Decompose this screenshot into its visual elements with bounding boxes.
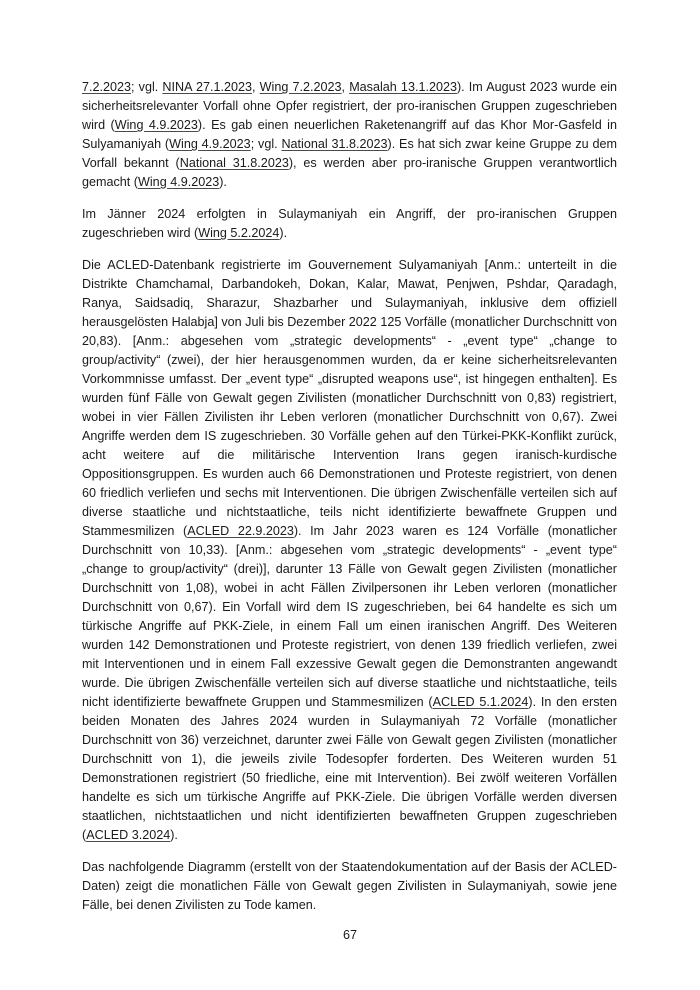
paragraph-text: ). Im Jahr 2023 waren es 124 Vorfälle (monatlicher Durchschnitt von 10,33). [Anm.: abgesehen vom „strategic developments“ - „event type“ „change to group/activity“ (drei)], darunter 13 Fälle von Gewalt gegen Zivilisten (monatlicher Durchschnitt von 1,08), wobei in acht Fällen Zivilpersonen ihr Leben verloren (monatlicher Durchschnitt von 0,67). Ein Vorfall wird dem IS zugeschrieben, bei 64 handelte es sich um türkische Angriffe auf PKK-Ziele, in einem Fall um einen iranischen Angriff. Des Weiteren wurden 142 Demonstrationen und Proteste registriert, von denen 139 friedlich verliefen, zwei mit Interventionen und in einem Fall exzessive Gewalt gegen die Demonstranten angewandt wurde. Die übrigen Zwischenfälle verteilen sich auf diverse staatliche und nichtstaatliche, teils nicht identifizierte bewaffnete Gruppen und Stammesmilizen ( [82,524,617,709]
page-number: 67 [342,928,357,942]
paragraph-text: , [252,80,260,94]
paragraph-text: ). [279,226,288,240]
paragraph-text: ; vgl. [250,137,282,151]
source-citation-link[interactable]: Wing 5.2.2024 [198,226,280,240]
source-citation-link[interactable]: ACLED 3.2024 [86,828,171,842]
paragraph-text: ). Es hat sich zwar keine Gruppe zu dem Vorfall bekannt ( [82,137,617,170]
paragraph-text: ). [170,828,178,842]
source-citation-link[interactable]: ACLED 22.9.2023 [187,524,294,538]
paragraph [82,78,617,192]
source-citation-link[interactable]: Wing 7.2.2023 [259,80,342,94]
paragraph [82,256,617,845]
source-citation-link[interactable]: NINA 27.1.2023 [162,80,252,94]
paragraph-text: ). Es gab einen neuerlichen Raketenangriff auf das Khor Mor-Gasfeld in Sulyamaniyah ( [82,118,617,151]
paragraph-text: ), es werden aber pro-iranische Gruppen verantwortlich gemacht ( [82,156,617,189]
paragraph [82,205,617,243]
paragraph-text: ). Im August 2023 wurde ein sicherheitsrelevanter Vorfall ohne Opfer registriert, der pro-iranischen Gruppen zugeschrieben wird ( [82,80,618,132]
paragraph-text: ). In den ersten beiden Monaten des Jahres 2024 wurden in Sulaymaniyah 72 Vorfälle (monatlicher Durchschnitt von 36) verzeichnet, darunter zwei Fälle von Gewalt gegen Zivilisten (monatlicher Durchschnitt von 1), die jeweils zivile Todesopfer forderten. Des Weiteren wurden 51 Demonstrationen registriert (50 friedliche, eine mit Intervention). Bei zwölf weiteren Vorfällen handelte es sich um türkische Angriffe auf PKK-Ziele. Die übrigen Vorfälle werden diversen staatlichen, nichtstaatlichen und nicht identifizierten bewaffneten Gruppen zugeschrieben ( [82,695,618,842]
source-citation-link[interactable]: ACLED 5.1.2024 [432,695,529,709]
source-citation-link[interactable]: Masalah 13.1.2023 [349,80,457,94]
paragraph-text: Im Jänner 2024 erfolgten in Sulaymaniyah ein Angriff, der pro-iranischen Gruppen zugeschrieben wird ( [82,207,617,240]
source-citation-link[interactable]: National 31.8.2023 [179,156,289,170]
source-citation-link[interactable]: Wing 4.9.2023 [169,137,251,151]
paragraph-text: Die ACLED-Datenbank registrierte im Gouvernement Sulyamaniyah [Anm.: unterteilt in die Distrikte Chamchamal, Darbandokeh, Dokan, Kalar, Mawat, Penjwen, Pshdar, Qaradagh, Ranya, Saidsadiq, Sharazur, Shazbarher und Sulaymaniyah, inklusive dem offiziell herausgelösten Halabja] von Juli bis Dezember 2022 125 Vorfälle (monatlicher Durchschnitt von 20,83). [Anm.: abgesehen vom „strategic developments“ - „event type“ „change to group/activity“ (zwei), der hier herausgenommen wurden, da er keine sicherheitsrelevanten Vorkommnisse umfasst. Der „event type“ „disrupted weapons use“, ist hingegen enthalten]. Es wurden fünf Fälle von Gewalt gegen Zivilisten (monatlicher Durchschnitt von 0,83) registriert, wobei in vier Fällen Zivilisten ihr Leben verloren (monatlicher Durchschnitt von 0,67). Zwei Angriffe werden dem IS zugeschrieben. 30 Vorfälle gehen auf den Türkei-PKK-Konflikt zurück, acht weitere auf die militärische Intervention Irans gegen iranisch-kurdische Oppositionsgruppen. Es wurden auch 66 Demonstrationen und Proteste registriert, von denen 60 friedlich verliefen und sechs mit Interventionen. Die übrigen Zwischenfälle verteilen sich auf diverse staatliche und nichtstaatliche, teils nicht identifizierte bewaffnete Gruppen und Stammesmilizen ( [82,258,617,538]
paragraph [82,858,617,915]
source-citation-link[interactable]: Wing 4.9.2023 [114,118,198,132]
document-body [82,78,617,928]
source-citation-link[interactable]: Wing 4.9.2023 [138,175,220,189]
paragraph-text: Das nachfolgende Diagramm (erstellt von der Staatendokumentation auf der Basis der ACLED-Daten) zeigt die monatlichen Fälle von Gewalt gegen Zivilisten in Sulaymaniyah, sowie jene Fälle, bei denen Zivilisten zu Tode kamen. [82,860,617,912]
source-citation-link[interactable]: 7.2.2023 [82,80,132,94]
paragraph-text: ). [219,175,227,189]
source-citation-link[interactable]: National 31.8.2023 [281,137,388,151]
paragraph-text: ; vgl. [131,80,163,94]
paragraph-text: , [341,80,350,94]
